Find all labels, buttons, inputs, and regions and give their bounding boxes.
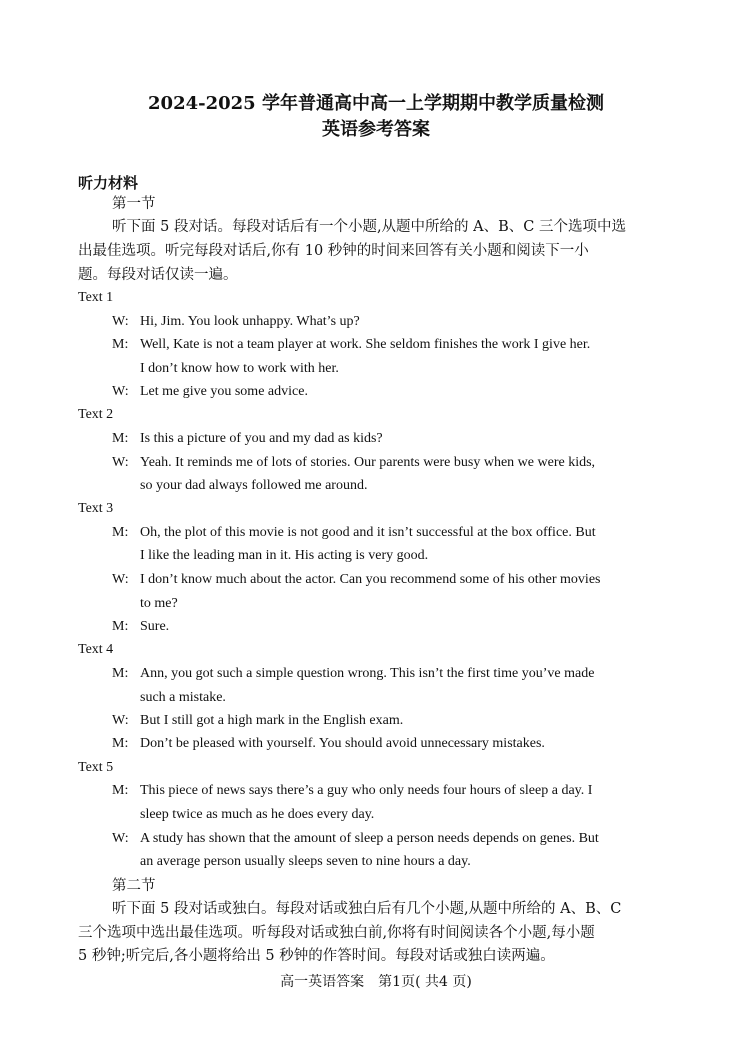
dialogue-line: Sure.: [140, 619, 170, 634]
speaker-label: W:: [112, 455, 129, 470]
text-label: Text 2: [78, 407, 114, 422]
dialogue-line: I like the leading man in it. His acting is very good.: [140, 548, 429, 563]
dialogue-line: Ann, you got such a simple question wrong. This isn’t the first time you’ve made: [140, 666, 595, 681]
dialogue-line: But I still got a high mark in the English exam.: [140, 713, 404, 728]
dialogue-line: Don’t be pleased with yourself. You should avoid unnecessary mistakes.: [140, 736, 545, 751]
dialogue-line: Let me give you some advice.: [140, 384, 308, 399]
speaker-label: M:: [112, 736, 129, 751]
speaker-label: M:: [112, 337, 129, 352]
speaker-label: M:: [112, 525, 129, 540]
page-title: 2024-2025 学年普通高中高一上学期期中教学质量检测: [148, 93, 604, 114]
speaker-label: W:: [112, 314, 129, 329]
dialogue-line: Hi, Jim. You look unhappy. What’s up?: [140, 314, 360, 329]
speaker-label: M:: [112, 783, 129, 798]
speaker-label: W:: [112, 713, 129, 728]
text-label: Text 4: [78, 642, 114, 657]
section1-label: 第一节: [112, 196, 156, 212]
dialogue-line: This piece of news says there’s a guy who only needs four hours of sleep a day. I: [140, 783, 593, 798]
text-label: Text 5: [78, 760, 114, 775]
dialogue-line: such a mistake.: [140, 690, 226, 705]
page-footer: 高一英语答案 第1页( 共4 页): [280, 974, 472, 990]
section1-instruction-line: 听下面 5 段对话。每段对话后有一个小题,从题中所给的 A、B、C 三个选项中选: [112, 219, 626, 235]
text-label: Text 3: [78, 501, 114, 516]
listening-heading: 听力材料: [78, 174, 139, 192]
section2-instruction-line: 三个选项中选出最佳选项。听每段对话或独白前,你将有时间阅读各个小题,每小题: [78, 925, 595, 941]
speaker-label: M:: [112, 666, 129, 681]
dialogue-line: Oh, the plot of this movie is not good and it isn’t successful at the box office. But: [140, 525, 596, 540]
speaker-label: M:: [112, 431, 129, 446]
dialogue-line: I don’t know how to work with her.: [140, 361, 339, 376]
dialogue-line: sleep twice as much as he does every day.: [140, 807, 375, 822]
dialogue-line: to me?: [140, 596, 178, 611]
speaker-label: W:: [112, 831, 129, 846]
speaker-label: M:: [112, 619, 129, 634]
section2-instruction-line: 听下面 5 段对话或独白。每段对话或独白后有几个小题,从题中所给的 A、B、C: [112, 901, 622, 917]
speaker-label: W:: [112, 572, 129, 587]
section1-instruction-line: 题。每段对话仅读一遍。: [78, 267, 238, 283]
dialogue-line: Yeah. It reminds me of lots of stories. Our parents were busy when we were kids,: [140, 455, 596, 470]
page-subtitle: 英语参考答案: [322, 119, 430, 140]
dialogue-line: so your dad always followed me around.: [140, 478, 368, 493]
section1-instruction-line: 出最佳选项。听完每段对话后,你有 10 秒钟的时间来回答有关小题和阅读下一小: [78, 243, 589, 259]
dialogue-line: Is this a picture of you and my dad as kids?: [140, 431, 383, 446]
dialogue-line: A study has shown that the amount of sleep a person needs depends on genes. But: [140, 831, 599, 846]
dialogue-line: Well, Kate is not a team player at work. She seldom finishes the work I give her.: [140, 337, 591, 352]
text-label: Text 1: [78, 290, 114, 305]
speaker-label: W:: [112, 384, 129, 399]
dialogue-line: an average person usually sleeps seven to nine hours a day.: [140, 854, 471, 869]
section2-instruction-line: 5 秒钟;听完后,各小题将给出 5 秒钟的作答时间。每段对话或独白读两遍。: [78, 948, 555, 964]
dialogue-line: I don’t know much about the actor. Can you recommend some of his other movies: [140, 572, 601, 587]
section2-label: 第二节: [112, 878, 156, 894]
